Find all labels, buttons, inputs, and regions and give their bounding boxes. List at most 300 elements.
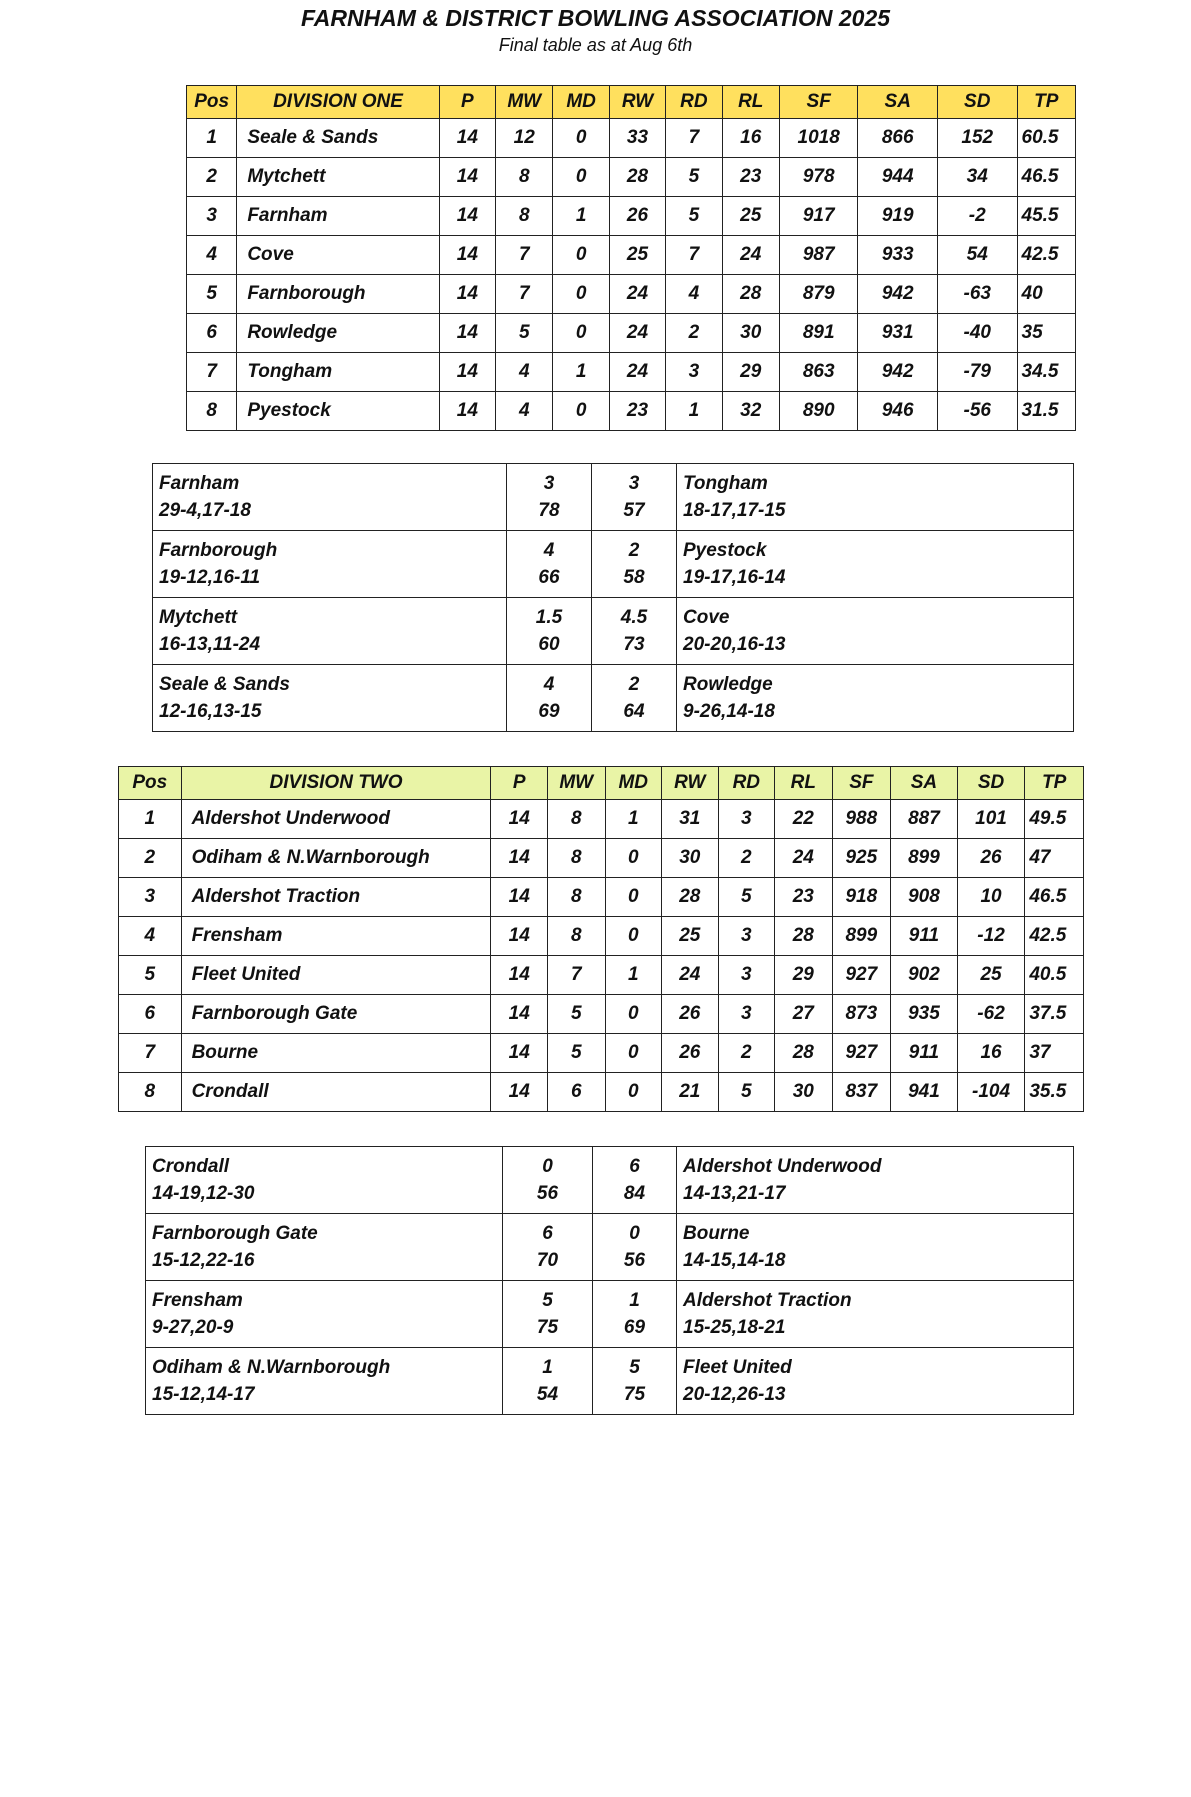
away-team: [677, 665, 1074, 732]
home-score-home-pts: 5: [542, 1290, 553, 1311]
table-cell: 927: [832, 1034, 891, 1073]
column-header-pos: Pos: [187, 86, 237, 119]
column-header-rd: RD: [666, 86, 722, 119]
table-row: [119, 800, 1084, 839]
table-cell: 33: [609, 119, 665, 158]
table-cell: 2: [119, 839, 182, 878]
home-team-home-rinks: 29-4,17-18: [159, 500, 251, 521]
away-score: [593, 1348, 677, 1415]
away-score-away-pts: 1: [629, 1290, 640, 1311]
table-cell: 6: [547, 1073, 605, 1112]
division-two-results: [145, 1146, 1074, 1415]
table-cell: -79: [937, 353, 1017, 392]
column-header-sd: SD: [957, 767, 1025, 800]
table-cell: 0: [605, 1034, 662, 1073]
home-score-home-shots: 78: [538, 500, 560, 521]
table-cell: 16: [722, 119, 779, 158]
column-header-sa: SA: [858, 86, 938, 119]
table-cell: 0: [605, 1073, 662, 1112]
table-cell: 7: [547, 956, 605, 995]
table-row: [187, 314, 1076, 353]
team-name: Fleet United: [181, 956, 491, 995]
away-score-away-shots: 69: [623, 1317, 646, 1338]
home-score: [503, 1214, 593, 1281]
table-cell: 3: [718, 800, 775, 839]
home-team: [153, 531, 507, 598]
table-cell: 101: [957, 800, 1025, 839]
team-name: Tongham: [237, 353, 439, 392]
away-score-away-pts: 6: [629, 1156, 640, 1177]
home-score-home-shots: 70: [536, 1250, 559, 1271]
column-header-rw: RW: [609, 86, 665, 119]
team-name: Seale & Sands: [237, 119, 439, 158]
table-cell: 27: [775, 995, 833, 1034]
table-cell: 14: [491, 917, 548, 956]
away-team: [677, 1281, 1074, 1348]
away-team-away-rinks: 14-15,14-18: [683, 1250, 786, 1271]
table-cell: 2: [718, 839, 775, 878]
home-score-home-pts: 4: [543, 674, 555, 695]
table-cell: 0: [553, 119, 609, 158]
table-cell: 29: [722, 353, 779, 392]
team-name: Crondall: [181, 1073, 491, 1112]
table-cell: 908: [891, 878, 958, 917]
table-cell: 5: [187, 275, 237, 314]
table-cell: 4: [496, 392, 553, 431]
result-row: [153, 531, 1074, 598]
table-row: [187, 197, 1076, 236]
table-cell: 931: [858, 314, 938, 353]
home-score-home-shots: 66: [538, 567, 560, 588]
table-row: [119, 956, 1084, 995]
result-row: [146, 1214, 1074, 1281]
table-cell: 25: [957, 956, 1025, 995]
table-cell: 23: [722, 158, 779, 197]
table-row: [187, 158, 1076, 197]
table-cell: -104: [957, 1073, 1025, 1112]
division-name-header: DIVISION TWO: [181, 767, 491, 800]
table-cell: 0: [553, 158, 609, 197]
division-two-header-row: [119, 767, 1084, 800]
table-cell: 28: [775, 917, 833, 956]
table-cell: 1: [553, 197, 609, 236]
table-cell: 0: [605, 917, 662, 956]
table-row: [119, 878, 1084, 917]
away-team-away-rinks: 20-20,16-13: [683, 634, 786, 655]
division-one-body: [187, 119, 1076, 431]
away-team-away: Aldershot Underwood: [683, 1156, 882, 1177]
table-row: [119, 1073, 1084, 1112]
result-row: [153, 665, 1074, 732]
home-score: [507, 464, 592, 531]
table-cell: 1: [666, 392, 722, 431]
table-cell: 918: [832, 878, 891, 917]
column-header-md: MD: [605, 767, 662, 800]
table-cell: 7: [187, 353, 237, 392]
column-header-sf: SF: [779, 86, 858, 119]
away-team-away: Fleet United: [683, 1357, 792, 1378]
table-cell: 8: [187, 392, 237, 431]
column-header-mw: MW: [496, 86, 553, 119]
division-two-body: [119, 800, 1084, 1112]
table-cell: 24: [775, 839, 833, 878]
table-cell: 3: [718, 956, 775, 995]
table-cell: 5: [119, 956, 182, 995]
table-cell: 4: [666, 275, 722, 314]
home-team: [146, 1348, 503, 1415]
table-cell: 14: [491, 839, 548, 878]
away-score: [593, 1214, 677, 1281]
home-team-home: Farnham: [159, 473, 240, 494]
home-score: [507, 598, 592, 665]
home-team-home: Odiham & N.Warnborough: [152, 1357, 391, 1378]
table-cell: 7: [496, 275, 553, 314]
away-score: [592, 598, 677, 665]
division-two-results-body: [146, 1147, 1074, 1415]
table-cell: 8: [547, 878, 605, 917]
home-team-home-rinks: 19-12,16-11: [159, 567, 261, 588]
table-cell: 866: [858, 119, 938, 158]
home-team-home: Farnborough Gate: [152, 1223, 318, 1244]
table-cell: 8: [496, 197, 553, 236]
table-cell: 7: [119, 1034, 182, 1073]
team-name: Frensham: [181, 917, 491, 956]
away-team: [677, 1214, 1074, 1281]
table-cell: 14: [491, 956, 548, 995]
away-team-away-rinks: 14-13,21-17: [683, 1183, 786, 1204]
table-cell: 0: [605, 995, 662, 1034]
away-team-away: Rowledge: [683, 674, 773, 695]
column-header-tp: TP: [1025, 767, 1084, 800]
table-cell: 941: [891, 1073, 958, 1112]
table-cell: 1: [119, 800, 182, 839]
table-cell: 946: [858, 392, 938, 431]
away-score-away-pts: 5: [629, 1357, 640, 1378]
table-cell: -40: [937, 314, 1017, 353]
table-cell: 911: [891, 917, 958, 956]
team-name: Mytchett: [237, 158, 439, 197]
table-cell: 6: [119, 995, 182, 1034]
home-team: [153, 464, 507, 531]
table-cell: 899: [832, 917, 891, 956]
table-cell: 54: [937, 236, 1017, 275]
table-cell: 890: [779, 392, 858, 431]
table-cell: 8: [547, 917, 605, 956]
home-team-home-rinks: 14-19,12-30: [152, 1183, 255, 1204]
column-header-sa: SA: [891, 767, 958, 800]
table-cell: 31.5: [1017, 392, 1075, 431]
result-row: [153, 464, 1074, 531]
away-team-away-rinks: 20-12,26-13: [683, 1384, 786, 1405]
table-cell: -62: [957, 995, 1025, 1034]
table-cell: 8: [119, 1073, 182, 1112]
table-cell: 40: [1017, 275, 1075, 314]
away-team: [677, 531, 1074, 598]
away-score-away-pts: 3: [628, 473, 640, 494]
away-score-away-shots: 75: [623, 1384, 646, 1405]
home-team-home-rinks: 15-12,22-16: [152, 1250, 255, 1271]
home-team: [153, 665, 507, 732]
table-cell: 837: [832, 1073, 891, 1112]
table-cell: 7: [666, 119, 722, 158]
table-cell: 30: [662, 839, 719, 878]
table-cell: 25: [662, 917, 719, 956]
table-cell: 899: [891, 839, 958, 878]
table-cell: 34: [937, 158, 1017, 197]
away-score-away-pts: 2: [628, 674, 640, 695]
home-score-home-pts: 1: [542, 1357, 553, 1378]
away-team: [677, 1147, 1074, 1214]
table-cell: 14: [439, 353, 495, 392]
team-name: Odiham & N.Warnborough: [181, 839, 491, 878]
home-team: [153, 598, 507, 665]
table-cell: 879: [779, 275, 858, 314]
table-cell: -63: [937, 275, 1017, 314]
table-cell: 1018: [779, 119, 858, 158]
table-cell: 34.5: [1017, 353, 1075, 392]
column-header-md: MD: [553, 86, 609, 119]
home-team-home: Mytchett: [159, 607, 238, 628]
away-score-away-pts: 0: [629, 1223, 640, 1244]
table-cell: 4: [187, 236, 237, 275]
home-score-home-shots: 56: [536, 1183, 559, 1204]
table-cell: 919: [858, 197, 938, 236]
table-cell: 887: [891, 800, 958, 839]
table-cell: 40.5: [1025, 956, 1084, 995]
table-cell: 933: [858, 236, 938, 275]
division-one-header-row: [187, 86, 1076, 119]
table-cell: 26: [957, 839, 1025, 878]
table-cell: 988: [832, 800, 891, 839]
away-score: [592, 531, 677, 598]
away-team: [677, 598, 1074, 665]
home-score-home-pts: 3: [543, 473, 555, 494]
table-cell: -56: [937, 392, 1017, 431]
away-score: [593, 1281, 677, 1348]
table-cell: 14: [439, 119, 495, 158]
result-row: [146, 1348, 1074, 1415]
column-header-p: P: [491, 767, 548, 800]
table-cell: 28: [662, 878, 719, 917]
table-row: [119, 995, 1084, 1034]
home-score-home-pts: 6: [542, 1223, 553, 1244]
division-one-table: [186, 85, 1076, 431]
table-cell: 925: [832, 839, 891, 878]
table-cell: 4: [496, 353, 553, 392]
away-team-away: Aldershot Traction: [683, 1290, 852, 1311]
table-cell: 26: [662, 1034, 719, 1073]
table-cell: 24: [722, 236, 779, 275]
column-header-p: P: [439, 86, 495, 119]
table-cell: 22: [775, 800, 833, 839]
table-cell: 978: [779, 158, 858, 197]
away-team-away: Pyestock: [683, 540, 767, 561]
home-team-home-rinks: 9-27,20-9: [152, 1317, 234, 1338]
table-cell: 24: [609, 353, 665, 392]
table-cell: 3: [666, 353, 722, 392]
table-row: [187, 392, 1076, 431]
away-score-away-shots: 56: [623, 1250, 646, 1271]
table-cell: 902: [891, 956, 958, 995]
table-cell: 24: [662, 956, 719, 995]
table-cell: 30: [722, 314, 779, 353]
table-cell: 24: [609, 314, 665, 353]
table-cell: 23: [775, 878, 833, 917]
table-cell: 35: [1017, 314, 1075, 353]
home-score-home-pts: 4: [543, 540, 555, 561]
table-cell: 1: [553, 353, 609, 392]
column-header-rd: RD: [718, 767, 775, 800]
table-cell: 1: [605, 956, 662, 995]
table-row: [187, 236, 1076, 275]
home-score: [503, 1348, 593, 1415]
column-header-rw: RW: [662, 767, 719, 800]
table-cell: 8: [547, 800, 605, 839]
table-cell: 0: [605, 839, 662, 878]
away-team-away: Cove: [683, 607, 730, 628]
table-cell: 46.5: [1025, 878, 1084, 917]
away-score: [592, 665, 677, 732]
table-cell: 31: [662, 800, 719, 839]
table-cell: 863: [779, 353, 858, 392]
home-score: [503, 1281, 593, 1348]
table-cell: 29: [775, 956, 833, 995]
table-cell: 5: [547, 995, 605, 1034]
column-header-rl: RL: [722, 86, 779, 119]
table-cell: -2: [937, 197, 1017, 236]
table-cell: 942: [858, 353, 938, 392]
team-name: Farnborough Gate: [181, 995, 491, 1034]
home-team-home: Crondall: [152, 1156, 230, 1177]
away-score: [593, 1147, 677, 1214]
table-cell: 24: [609, 275, 665, 314]
table-cell: 14: [491, 995, 548, 1034]
team-name: Rowledge: [237, 314, 439, 353]
table-cell: 23: [609, 392, 665, 431]
home-score-home-shots: 75: [536, 1317, 559, 1338]
table-cell: 28: [722, 275, 779, 314]
table-cell: 25: [722, 197, 779, 236]
table-cell: 3: [718, 917, 775, 956]
table-row: [187, 275, 1076, 314]
home-team-home-rinks: 16-13,11-24: [159, 634, 261, 655]
away-score-away-shots: 64: [623, 701, 645, 722]
table-cell: 2: [187, 158, 237, 197]
table-cell: 14: [491, 800, 548, 839]
table-cell: 30: [775, 1073, 833, 1112]
table-row: [119, 917, 1084, 956]
away-score-away-shots: 84: [623, 1183, 646, 1204]
table-cell: 5: [666, 158, 722, 197]
table-cell: 14: [439, 275, 495, 314]
division-one-results: [152, 463, 1074, 732]
table-cell: 3: [718, 995, 775, 1034]
table-cell: 0: [553, 392, 609, 431]
away-score-away-shots: 57: [623, 500, 645, 521]
home-team: [146, 1281, 503, 1348]
column-header-sd: SD: [937, 86, 1017, 119]
table-cell: 873: [832, 995, 891, 1034]
table-cell: 7: [666, 236, 722, 275]
division-two-table: [118, 766, 1084, 1112]
table-cell: 0: [553, 236, 609, 275]
table-cell: 8: [496, 158, 553, 197]
table-cell: 152: [937, 119, 1017, 158]
home-score-home-shots: 60: [538, 634, 560, 655]
page-subtitle: Final table as at Aug 6th: [498, 35, 693, 55]
table-cell: 49.5: [1025, 800, 1084, 839]
table-cell: 26: [609, 197, 665, 236]
table-cell: 21: [662, 1073, 719, 1112]
table-row: [119, 1034, 1084, 1073]
home-team: [146, 1147, 503, 1214]
table-cell: 927: [832, 956, 891, 995]
table-cell: 4: [119, 917, 182, 956]
page-title: FARNHAM & DISTRICT BOWLING ASSOCIATION 2025: [300, 5, 891, 31]
home-score-home-shots: 54: [536, 1384, 559, 1405]
table-cell: 14: [491, 878, 548, 917]
table-cell: 42.5: [1025, 917, 1084, 956]
table-row: [187, 353, 1076, 392]
result-row: [146, 1281, 1074, 1348]
table-cell: 2: [718, 1034, 775, 1073]
home-score-home-pts: 0: [542, 1156, 553, 1177]
result-row: [153, 598, 1074, 665]
home-team-home-rinks: 12-16,13-15: [159, 701, 262, 722]
home-score: [507, 531, 592, 598]
table-cell: 5: [496, 314, 553, 353]
home-team-home: Farnborough: [159, 540, 278, 561]
column-header-rl: RL: [775, 767, 833, 800]
table-cell: 42.5: [1017, 236, 1075, 275]
column-header-pos: Pos: [119, 767, 182, 800]
table-cell: 987: [779, 236, 858, 275]
table-cell: 6: [187, 314, 237, 353]
table-cell: 5: [666, 197, 722, 236]
team-name: Farnham: [237, 197, 439, 236]
away-team-away-rinks: 9-26,14-18: [683, 701, 775, 722]
table-cell: 45.5: [1017, 197, 1075, 236]
away-score-away-pts: 4.5: [620, 607, 648, 628]
team-name: Aldershot Underwood: [181, 800, 491, 839]
column-header-sf: SF: [832, 767, 891, 800]
table-cell: 14: [439, 314, 495, 353]
away-score-away-shots: 73: [623, 634, 645, 655]
table-cell: 8: [547, 839, 605, 878]
home-team: [146, 1214, 503, 1281]
table-cell: 0: [553, 275, 609, 314]
table-cell: 917: [779, 197, 858, 236]
table-row: [119, 839, 1084, 878]
table-cell: 935: [891, 995, 958, 1034]
away-team-away-rinks: 18-17,17-15: [683, 500, 786, 521]
table-cell: 10: [957, 878, 1025, 917]
table-cell: 944: [858, 158, 938, 197]
table-cell: 28: [609, 158, 665, 197]
table-cell: 12: [496, 119, 553, 158]
table-cell: 46.5: [1017, 158, 1075, 197]
table-cell: 0: [553, 314, 609, 353]
table-cell: 5: [547, 1034, 605, 1073]
division-name-header: DIVISION ONE: [237, 86, 439, 119]
table-cell: 5: [718, 878, 775, 917]
away-team-away: Tongham: [683, 473, 768, 494]
table-cell: 3: [119, 878, 182, 917]
team-name: Aldershot Traction: [181, 878, 491, 917]
team-name: Pyestock: [237, 392, 439, 431]
table-cell: 14: [491, 1034, 548, 1073]
table-row: [187, 119, 1076, 158]
